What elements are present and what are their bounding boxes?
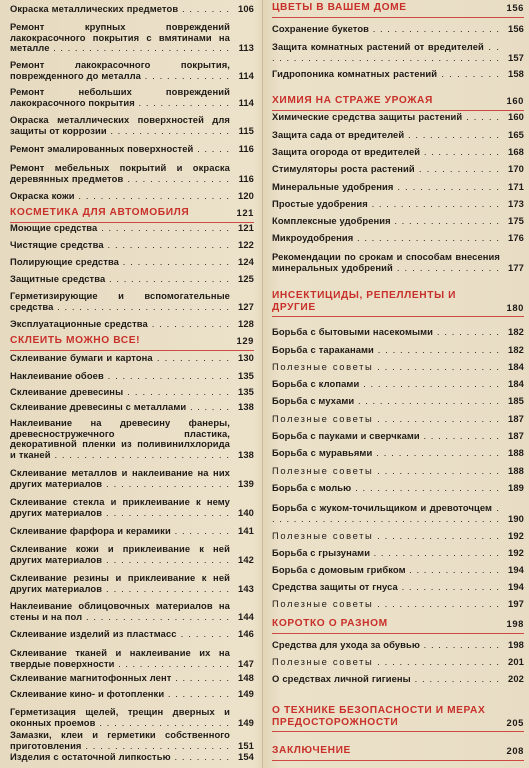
page-number: 171 (508, 181, 524, 192)
page-number: 205 (506, 716, 524, 728)
toc-entry[interactable] (10, 223, 254, 234)
page-number: 156 (506, 2, 524, 13)
toc-entry[interactable] (10, 319, 254, 330)
entry-title: Изделия с остаточной липкостью . . . (10, 752, 254, 763)
toc-entry[interactable] (272, 640, 524, 651)
section-rule (272, 760, 524, 761)
entry-title: Склеивание кожи и приклеивание к ней других материалов . . . (10, 544, 254, 565)
page-number: 184 (508, 378, 524, 389)
page-number: 128 (238, 318, 254, 329)
page-number: 130 (238, 352, 254, 363)
page-number: 129 (236, 335, 254, 346)
toc-entry[interactable] (272, 548, 524, 559)
page-number: 151 (238, 739, 254, 751)
page-number: 147 (238, 657, 254, 669)
page-number: 114 (238, 69, 254, 81)
entry-title: Химические средства защиты растений . . . (272, 112, 524, 123)
toc-entry[interactable] (10, 402, 254, 413)
page-number: 114 (238, 96, 254, 108)
toc-entry[interactable] (272, 483, 524, 494)
entry-title: Защита сада от вредителей . . . (272, 130, 524, 141)
section-title: ХИМИЯ НА СТРАЖЕ УРОЖАЯ (272, 95, 433, 106)
page-number: 192 (508, 530, 524, 541)
entry-title: Борьба с жуком-точильщиком и древоточцем . . . (272, 503, 524, 524)
entry-title: Наклеивание на древесину фанеры, древесностружечного пластика, декоративной пленки из поливинилхлорида и тканей . . . (10, 418, 254, 460)
page-number: 157 (508, 51, 524, 63)
page-number: 154 (238, 751, 254, 762)
entry-title: Окраска кожи . . . (10, 191, 254, 202)
page-number: 143 (238, 582, 254, 594)
entry-title: Минеральные удобрения . . . (272, 182, 524, 193)
page-number: 177 (508, 261, 524, 273)
entry-title: Окраска металлических предметов . . . (10, 4, 254, 15)
section-heading[interactable] (272, 618, 524, 630)
page-number: 116 (238, 172, 254, 184)
toc-entry[interactable] (272, 448, 524, 459)
page-number: 202 (508, 673, 524, 684)
toc-entry[interactable] (10, 4, 254, 15)
toc-entry[interactable] (10, 60, 254, 81)
toc-entry[interactable] (10, 274, 254, 285)
entry-title: Защита комнатных растений от вредителей . . . (272, 42, 524, 63)
toc-entry[interactable] (10, 257, 254, 268)
toc-entry[interactable] (272, 674, 524, 685)
section-title: О ТЕХНИКЕ БЕЗОПАСНОСТИ И МЕРАХ ПРЕДОСТОРОЖНОСТИ (272, 705, 486, 728)
toc-entry[interactable] (272, 182, 524, 193)
toc-entry[interactable] (10, 648, 254, 669)
toc-entry[interactable] (10, 526, 254, 537)
section-title: КОРОТКО О РАЗНОМ (272, 618, 388, 629)
page-number: 170 (508, 163, 524, 174)
toc-entry[interactable] (10, 418, 254, 460)
page-number: 127 (238, 300, 254, 312)
page-number: 208 (506, 745, 524, 756)
section-rule (272, 17, 524, 18)
entry-title: Склеивание кино- и фотопленки . . . (10, 689, 254, 700)
toc-entry[interactable] (10, 22, 254, 54)
toc-entry[interactable] (10, 191, 254, 202)
page-number: 184 (508, 361, 524, 372)
toc-entry[interactable] (272, 345, 524, 356)
section-title: КОСМЕТИКА ДЛЯ АВТОМОБИЛЯ (10, 207, 190, 218)
entry-title: Склеивание резины и приклеивание к ней других материалов . . . (10, 573, 254, 594)
entry-title: Склеивание изделий из пластмасс . . . (10, 629, 254, 640)
toc-entry[interactable] (272, 24, 524, 35)
toc-entry[interactable] (272, 216, 524, 227)
page-number: 165 (508, 129, 524, 140)
toc-entry[interactable] (10, 707, 254, 728)
page-number: 182 (508, 344, 524, 355)
entry-title: Склеивание древесины . . . (10, 387, 254, 398)
toc-entry[interactable] (272, 69, 524, 80)
entry-title: Борьба с домовым грибком . . . (272, 565, 524, 576)
toc-entry[interactable] (10, 573, 254, 594)
entry-title: Защитные средства . . . (10, 274, 254, 285)
page-number: 189 (508, 482, 524, 493)
page-number: 198 (508, 639, 524, 650)
section-title: ЦВЕТЫ В ВАШЕМ ДОМЕ (272, 2, 407, 13)
entry-title: Полезные советы . . . (272, 531, 524, 542)
entry-title: Склеивание стекла и приклеивание к нему других материалов . . . (10, 497, 254, 518)
toc-entry[interactable] (10, 752, 254, 763)
page-number: 149 (238, 688, 254, 699)
toc-entry[interactable] (272, 582, 524, 593)
entry-title: Гидропоника комнатных растений . . . (272, 69, 524, 80)
toc-entry[interactable] (10, 730, 254, 751)
section-heading[interactable] (10, 207, 254, 219)
section-heading[interactable] (272, 95, 524, 107)
toc-entry[interactable] (272, 130, 524, 141)
toc-entry[interactable] (272, 379, 524, 390)
entry-title: Микроудобрения . . . (272, 233, 524, 244)
section-heading[interactable] (10, 335, 254, 347)
entry-title: Чистящие средства . . . (10, 240, 254, 251)
toc-entry[interactable] (272, 466, 524, 477)
page-number: 175 (508, 215, 524, 226)
section-heading[interactable] (272, 705, 524, 728)
entry-title: О средствах личной гигиены . . . (272, 674, 524, 685)
entry-title: Склеивание древесины с металлами . . . (10, 402, 254, 413)
section-rule (272, 110, 524, 111)
entry-title: Борьба с клопами . . . (272, 379, 524, 390)
entry-title: Ремонт лакокрасочного покрытия, поврежденного до металла . . . (10, 60, 254, 81)
toc-entry[interactable] (10, 544, 254, 565)
toc-entry[interactable] (10, 353, 254, 364)
entry-title: Борьба с пауками и сверчками . . . (272, 431, 524, 442)
page-number: 173 (508, 198, 524, 209)
page-number: 125 (238, 273, 254, 284)
toc-entry[interactable] (10, 601, 254, 622)
entry-title: Герметизирующие и вспомогательные средства . . . (10, 291, 254, 312)
section-rule (10, 350, 254, 351)
entry-title: Окраска металлических поверхностей для защиты от коррозии . . . (10, 115, 254, 136)
entry-title: Рекомендации по срокам и способам внесения минеральных удобрений . . . (272, 252, 524, 273)
entry-title: Стимуляторы роста растений . . . (272, 164, 524, 175)
page-number: 176 (508, 232, 524, 243)
page-number: 160 (506, 95, 524, 106)
toc-entry[interactable] (272, 503, 524, 524)
page-number: 187 (508, 413, 524, 424)
entry-title: Комплексные удобрения . . . (272, 216, 524, 227)
page-number: 139 (238, 477, 254, 489)
section-rule (272, 731, 524, 732)
toc-entry[interactable] (272, 565, 524, 576)
page-number: 122 (238, 239, 254, 250)
page-number: 187 (508, 430, 524, 441)
entry-title: Ремонт крупных повреждений лакокрасочного покрытия с вмятинами на металле . . . (10, 22, 254, 54)
toc-entry[interactable] (10, 163, 254, 184)
toc-entry[interactable] (10, 497, 254, 518)
page-number: 160 (508, 111, 524, 122)
page-number: 194 (508, 581, 524, 592)
entry-title: Борьба с грызунами . . . (272, 548, 524, 559)
page-number: 135 (238, 370, 254, 381)
page-number: 149 (238, 716, 254, 728)
page-number: 113 (238, 42, 254, 54)
entry-title: Полезные советы . . . (272, 657, 524, 668)
page-number: 197 (508, 598, 524, 609)
entry-title: Наклеивание обоев . . . (10, 371, 254, 382)
entry-title: Наклеивание облицовочных материалов на стены и на пол . . . (10, 601, 254, 622)
page-number: 138 (238, 401, 254, 412)
page-number: 121 (238, 222, 254, 233)
entry-title: Борьба с бытовыми насекомыми . . . (272, 327, 524, 338)
toc-entry[interactable] (272, 396, 524, 407)
toc-entry[interactable] (272, 362, 524, 373)
entry-title: Борьба с молью . . . (272, 483, 524, 494)
page-number: 180 (506, 301, 524, 313)
toc-entry[interactable] (272, 147, 524, 158)
entry-title: Склеивание бумаги и картона . . . (10, 353, 254, 364)
page-number: 168 (508, 146, 524, 157)
page-number: 124 (238, 256, 254, 267)
section-heading[interactable] (272, 290, 524, 313)
page-number: 142 (238, 553, 254, 565)
entry-title: Эксплуатационные средства . . . (10, 319, 254, 330)
entry-title: Ремонт небольших повреждений лакокрасочного покрытия . . . (10, 87, 254, 108)
section-title: ИНСЕКТИЦИДЫ, РЕПЕЛЛЕНТЫ И ДРУГИЕ (272, 290, 457, 313)
toc-entry[interactable] (10, 87, 254, 108)
entry-title: Склеивание фарфора и керамики . . . (10, 526, 254, 537)
page-number: 156 (508, 23, 524, 34)
toc-entry[interactable] (272, 252, 524, 273)
page-number: 146 (238, 628, 254, 639)
page-number: 188 (508, 447, 524, 458)
toc-entry[interactable] (272, 531, 524, 542)
toc-entry[interactable] (10, 673, 254, 684)
page-number: 141 (238, 525, 254, 536)
page-number: 201 (508, 656, 524, 667)
entry-title: Полезные советы . . . (272, 362, 524, 373)
entry-title: Моющие средства . . . (10, 223, 254, 234)
page-number: 106 (238, 3, 254, 14)
entry-title: Склеивание магнитофонных лент . . . (10, 673, 254, 684)
entry-title: Полезные советы . . . (272, 466, 524, 477)
page-number: 115 (238, 124, 254, 136)
toc-entry[interactable] (10, 387, 254, 398)
section-heading[interactable] (272, 2, 524, 14)
entry-title: Борьба с мухами . . . (272, 396, 524, 407)
page-number: 144 (238, 610, 254, 622)
section-title: СКЛЕИТЬ МОЖНО ВСЕ! (10, 335, 141, 346)
section-title: ЗАКЛЮЧЕНИЕ (272, 745, 351, 756)
toc-entry[interactable] (272, 599, 524, 610)
entry-title: Борьба с муравьями . . . (272, 448, 524, 459)
section-rule (272, 316, 524, 317)
page-number: 198 (506, 618, 524, 629)
page-number: 120 (238, 190, 254, 201)
entry-title: Полезные советы . . . (272, 414, 524, 425)
toc-entry[interactable] (272, 199, 524, 210)
page-number: 121 (236, 207, 254, 218)
page-number: 135 (238, 386, 254, 397)
toc-entry[interactable] (272, 327, 524, 338)
page-number: 185 (508, 395, 524, 406)
page-number: 138 (238, 448, 254, 460)
toc-entry[interactable] (10, 371, 254, 382)
entry-title: Ремонт мебельных покрытий и окраска деревянных предметов . . . (10, 163, 254, 184)
toc-entry[interactable] (272, 233, 524, 244)
page-number: 148 (238, 672, 254, 683)
column-divider (262, 0, 263, 768)
entry-title: Простые удобрения . . . (272, 199, 524, 210)
entry-title: Склеивание металлов и наклеивание на них других материалов . . . (10, 468, 254, 489)
entry-title: Замазки, клеи и герметики собственного приготовления . . . (10, 730, 254, 751)
page-number: 116 (238, 143, 254, 154)
toc-entry[interactable] (10, 689, 254, 700)
entry-title: Средства для ухода за обувью . . . (272, 640, 524, 651)
entry-title: Герметизация щелей, трещин дверных и оконных проемов . . . (10, 707, 254, 728)
page-number: 140 (238, 506, 254, 518)
toc-entry[interactable] (272, 414, 524, 425)
page-number: 190 (508, 512, 524, 524)
page-number: 158 (508, 68, 524, 79)
toc-entry[interactable] (10, 115, 254, 136)
entry-title: Защита огорода от вредителей . . . (272, 147, 524, 158)
toc-entry[interactable] (10, 291, 254, 312)
page-number: 194 (508, 564, 524, 575)
toc-entry[interactable] (272, 431, 524, 442)
entry-title: Борьба с тараканами . . . (272, 345, 524, 356)
page-number: 182 (508, 326, 524, 337)
entry-title: Сохранение букетов . . . (272, 24, 524, 35)
section-heading[interactable] (272, 745, 524, 757)
toc-entry[interactable] (10, 240, 254, 251)
toc-entry[interactable] (10, 144, 254, 155)
entry-title: Полезные советы . . . (272, 599, 524, 610)
page-number: 188 (508, 465, 524, 476)
toc-entry[interactable] (272, 112, 524, 123)
toc-entry[interactable] (10, 468, 254, 489)
entry-title: Полирующие средства . . . (10, 257, 254, 268)
entry-title: Ремонт эмалированных поверхностей . . . (10, 144, 254, 155)
toc-entry[interactable] (10, 629, 254, 640)
toc-entry[interactable] (272, 164, 524, 175)
entry-title: Средства защиты от гнуса . . . (272, 582, 524, 593)
page-number: 192 (508, 547, 524, 558)
entry-title: Склеивание тканей и наклеивание их на твердые поверхности . . . (10, 648, 254, 669)
toc-entry[interactable] (272, 42, 524, 63)
section-rule (272, 633, 524, 634)
toc-entry[interactable] (272, 657, 524, 668)
